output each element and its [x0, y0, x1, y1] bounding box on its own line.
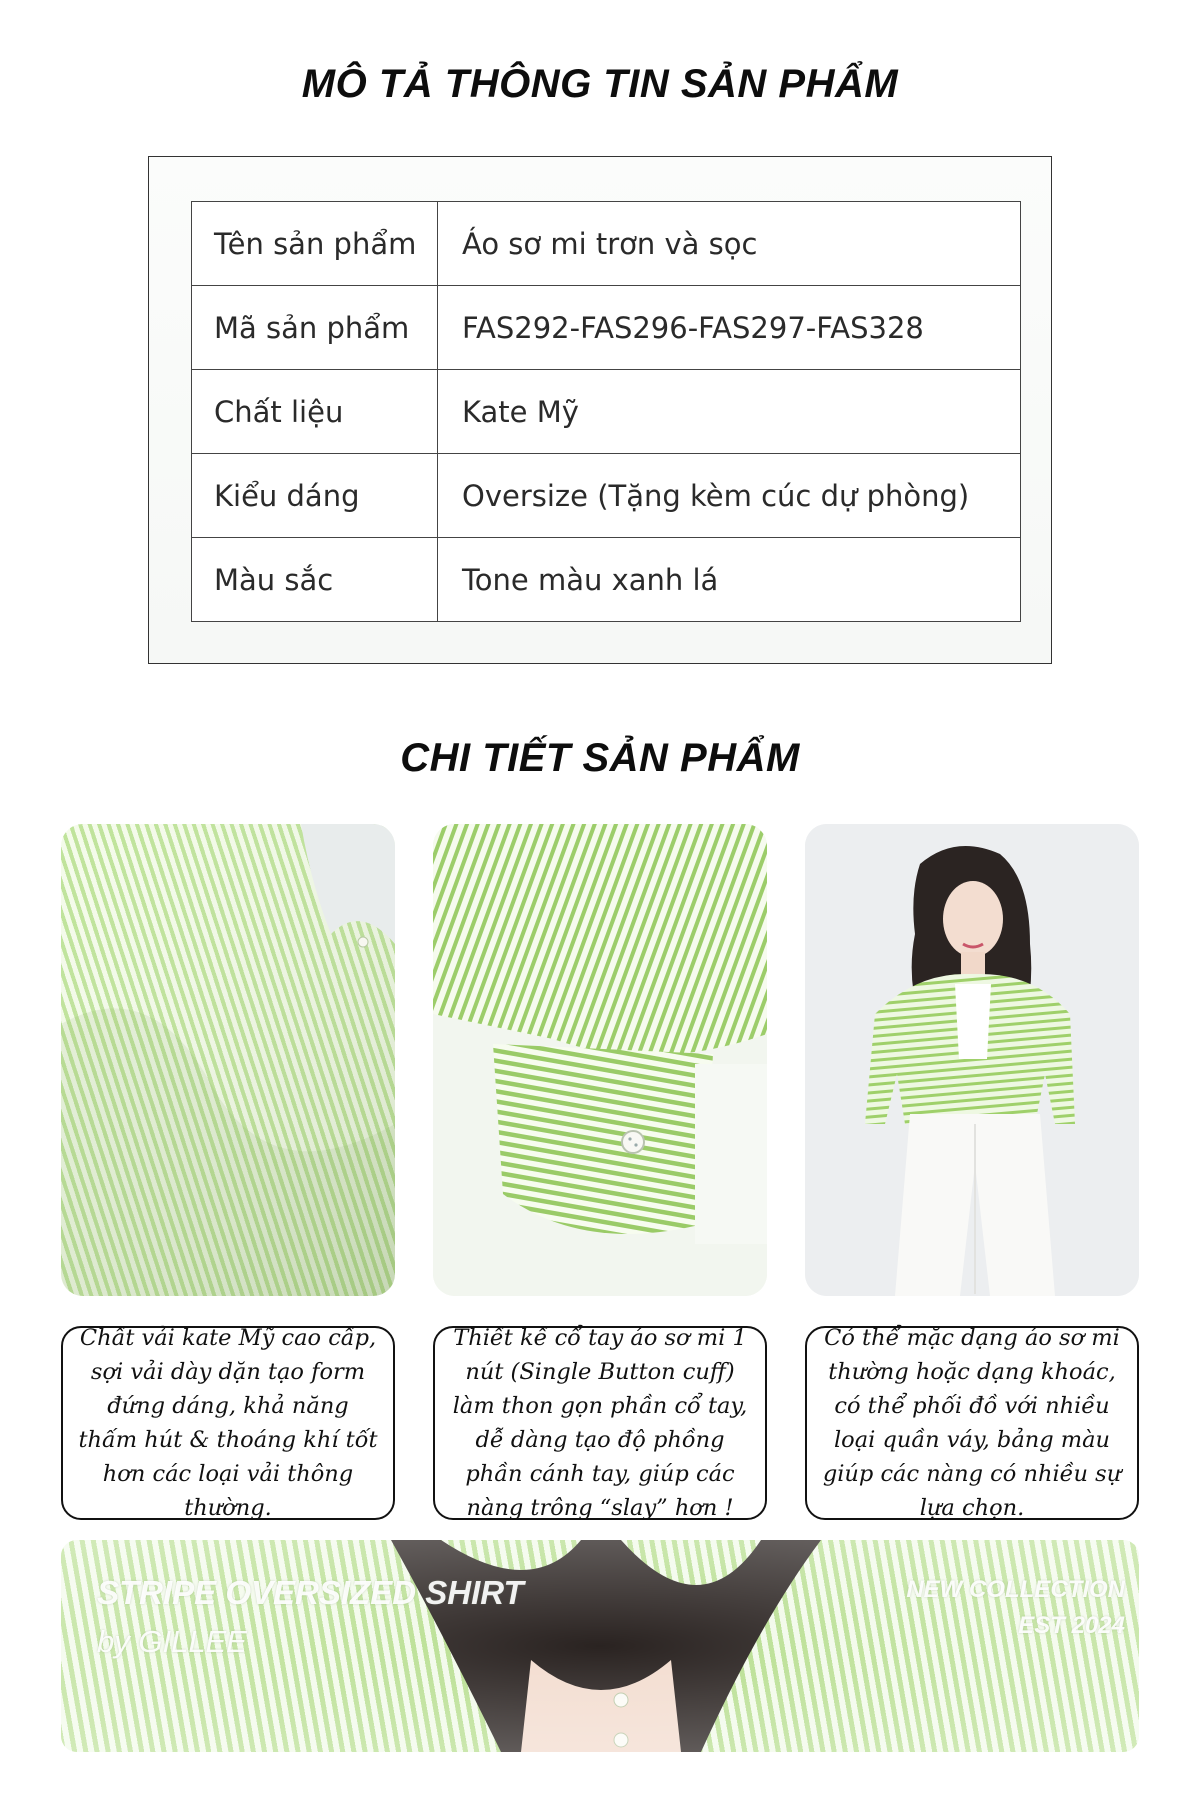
- spec-label: Kiểu dáng: [192, 454, 438, 538]
- table-row: [192, 202, 1021, 286]
- model-photo: [805, 824, 1139, 1296]
- table-row: [192, 454, 1021, 538]
- banner-collection: NEW COLLECTION: [906, 1576, 1125, 1603]
- spec-table: [191, 201, 1021, 622]
- table-row: [192, 370, 1021, 454]
- caption-fabric: [61, 1326, 395, 1520]
- banner-subtitle: by GILLEE: [97, 1624, 247, 1659]
- spec-label: Tên sản phẩm: [192, 202, 438, 286]
- model-illustration: [805, 824, 1139, 1296]
- banner-title: STRIPE OVERSIZED SHIRT: [97, 1574, 524, 1611]
- cuff-illustration: [433, 824, 767, 1296]
- caption-text: Có thể mặc dạng áo sơ mi thường hoặc dạng khoác, có thể phối đồ với nhiều loại quần váy, bảng màu giúp các nàng có nhiều sự lựa chọn.: [822, 1325, 1122, 1521]
- table-row: [192, 538, 1021, 622]
- details-section-title: CHI TIẾT SẢN PHẨM: [400, 736, 800, 780]
- caption-text: Thiết kế cổ tay áo sơ mi 1 nút (Single Button cuff) làm thon gọn phần cổ tay, dễ dàng tạo độ phồng phần cánh tay, giúp các nàng trông “slay” hơn !: [452, 1325, 748, 1521]
- caption-styling: [805, 1326, 1139, 1520]
- spec-table-frame: [148, 156, 1052, 664]
- spec-section-title: MÔ TẢ THÔNG TIN SẢN PHẨM: [301, 62, 899, 106]
- spec-value: Áo sơ mi trơn và sọc: [438, 202, 1021, 286]
- table-row: [192, 286, 1021, 370]
- spec-label: Chất liệu: [192, 370, 438, 454]
- spec-label: Màu sắc: [192, 538, 438, 622]
- caption-cuff: [433, 1326, 767, 1520]
- spec-value: FAS292-FAS296-FAS297-FAS328: [438, 286, 1021, 370]
- spec-value: Oversize (Tặng kèm cúc dự phòng): [438, 454, 1021, 538]
- fabric-illustration: [61, 824, 395, 1296]
- caption-text: Chất vải kate Mỹ cao cấp, sợi vải dày dặn tạo form đứng dáng, khả năng thấm hút & thoáng khí tốt hơn các loại vải thông thường.: [78, 1325, 378, 1521]
- banner-year: EST 2024: [1018, 1612, 1125, 1639]
- collection-banner: [61, 1540, 1139, 1752]
- spec-label: Mã sản phẩm: [192, 286, 438, 370]
- fabric-photo: [61, 824, 395, 1296]
- cuff-photo: [433, 824, 767, 1296]
- spec-value: Tone màu xanh lá: [438, 538, 1021, 622]
- spec-value: Kate Mỹ: [438, 370, 1021, 454]
